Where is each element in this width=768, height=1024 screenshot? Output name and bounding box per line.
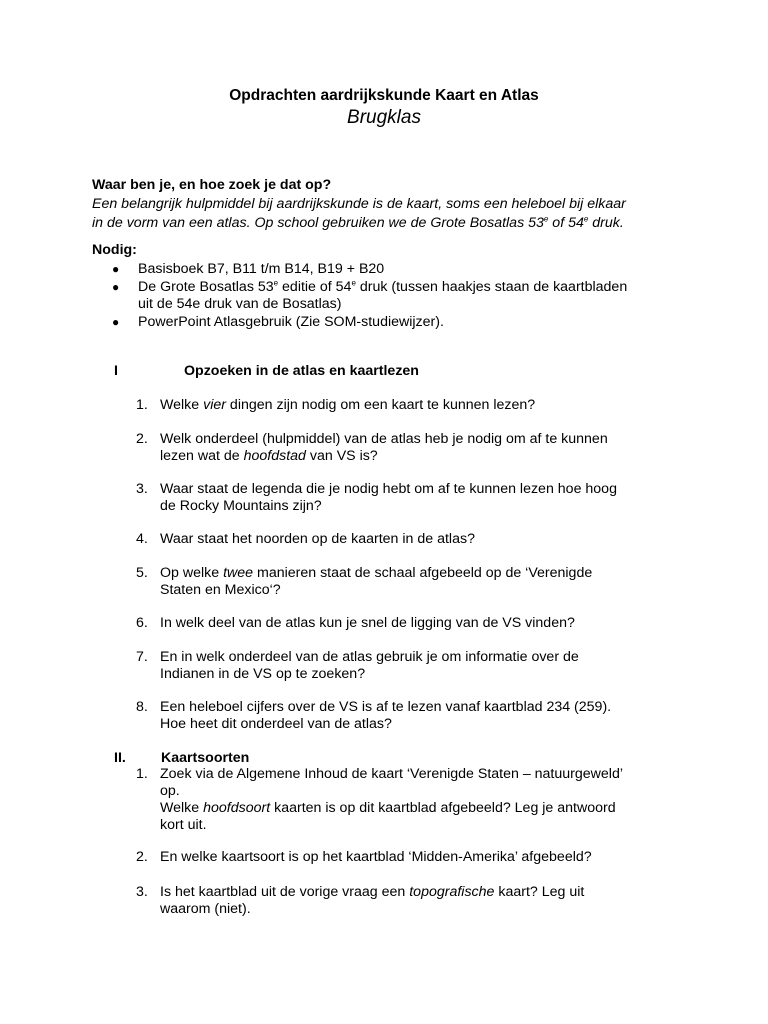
section-2-heading: II. Kaartsoorten bbox=[114, 750, 250, 766]
question-item: 5. Op welke twee manieren staat de schaal afgebeeld op de ‘Verenigde Staten en Mexico‘? bbox=[136, 565, 593, 598]
list-item: ● De Grote Bosatlas 53e editie of 54e druk (tussen haakjes staan de kaartbladen uit de 54e druk van de Bosatlas) bbox=[112, 278, 628, 312]
list-item: ● Basisboek B7, B11 t/m B14, B19 + B20 bbox=[112, 261, 385, 277]
title-block bbox=[0, 86, 768, 130]
question-item: 3. Is het kaartblad uit de vorige vraag een topografische kaart? Leg uit waarom (niet). bbox=[136, 884, 585, 917]
section-1 bbox=[114, 362, 674, 380]
intro-section bbox=[92, 176, 692, 233]
question-item: 4. Waar staat het noorden op de kaarten in de atlas? bbox=[136, 531, 475, 547]
section-2 bbox=[114, 749, 674, 767]
intro-line-2: in de vorm van een atlas. Op school gebruiken we de Grote Bosatlas 53e of 54e druk. bbox=[92, 214, 624, 231]
question-item: 3. Waar staat de legenda die je nodig hebt om af te kunnen lezen hoe hoog de Rocky Mountains zijn? bbox=[136, 481, 617, 514]
needs-list bbox=[92, 261, 692, 331]
document-subtitle: Brugklas bbox=[347, 107, 421, 128]
section-1-heading: I Opzoeken in de atlas en kaartlezen bbox=[114, 363, 419, 379]
bullet-icon: ● bbox=[112, 315, 120, 329]
needs-heading: Nodig: bbox=[92, 242, 137, 258]
list-item: ● PowerPoint Atlasgebruik (Zie SOM-studiewijzer). bbox=[112, 314, 444, 330]
bullet-icon: ● bbox=[112, 280, 120, 294]
question-item: 8. Een heleboel cijfers over de VS is af te lezen vanaf kaartblad 234 (259). Hoe heet dit onderdeel van de atlas? bbox=[136, 699, 612, 732]
question-item: 1. Welke vier dingen zijn nodig om een kaart te kunnen lezen? bbox=[136, 397, 536, 413]
bullet-icon: ● bbox=[112, 262, 120, 276]
needs-section bbox=[92, 242, 692, 332]
intro-question: Waar ben je, en hoe zoek je dat op? bbox=[92, 177, 332, 193]
question-item: 6. In welk deel van de atlas kun je snel de ligging van de VS vinden? bbox=[136, 615, 575, 631]
question-item: 2. En welke kaartsoort is op het kaartblad ‘Midden-Amerika’ afgebeeld? bbox=[136, 849, 592, 865]
question-item: 2. Welk onderdeel (hulpmiddel) van de atlas heb je nodig om af te kunnen lezen wat de hoofdstad van VS is? bbox=[136, 431, 608, 464]
document-title: Opdrachten aardrijkskunde Kaart en Atlas bbox=[229, 87, 539, 104]
intro-line-1: Een belangrijk hulpmiddel bij aardrijkskunde is de kaart, soms een heleboel bij elkaar bbox=[92, 196, 626, 212]
question-item: 1. Zoek via de Algemene Inhoud de kaart ‘Verenigde Staten – natuurgeweld’ op. Welke hoofdsoort kaarten is op dit kaartblad afgebeeld? Leg je antwoord kort uit. bbox=[136, 766, 623, 833]
question-item: 7. En in welk onderdeel van de atlas gebruik je om informatie over de Indianen in de VS op te zoeken? bbox=[136, 649, 579, 682]
